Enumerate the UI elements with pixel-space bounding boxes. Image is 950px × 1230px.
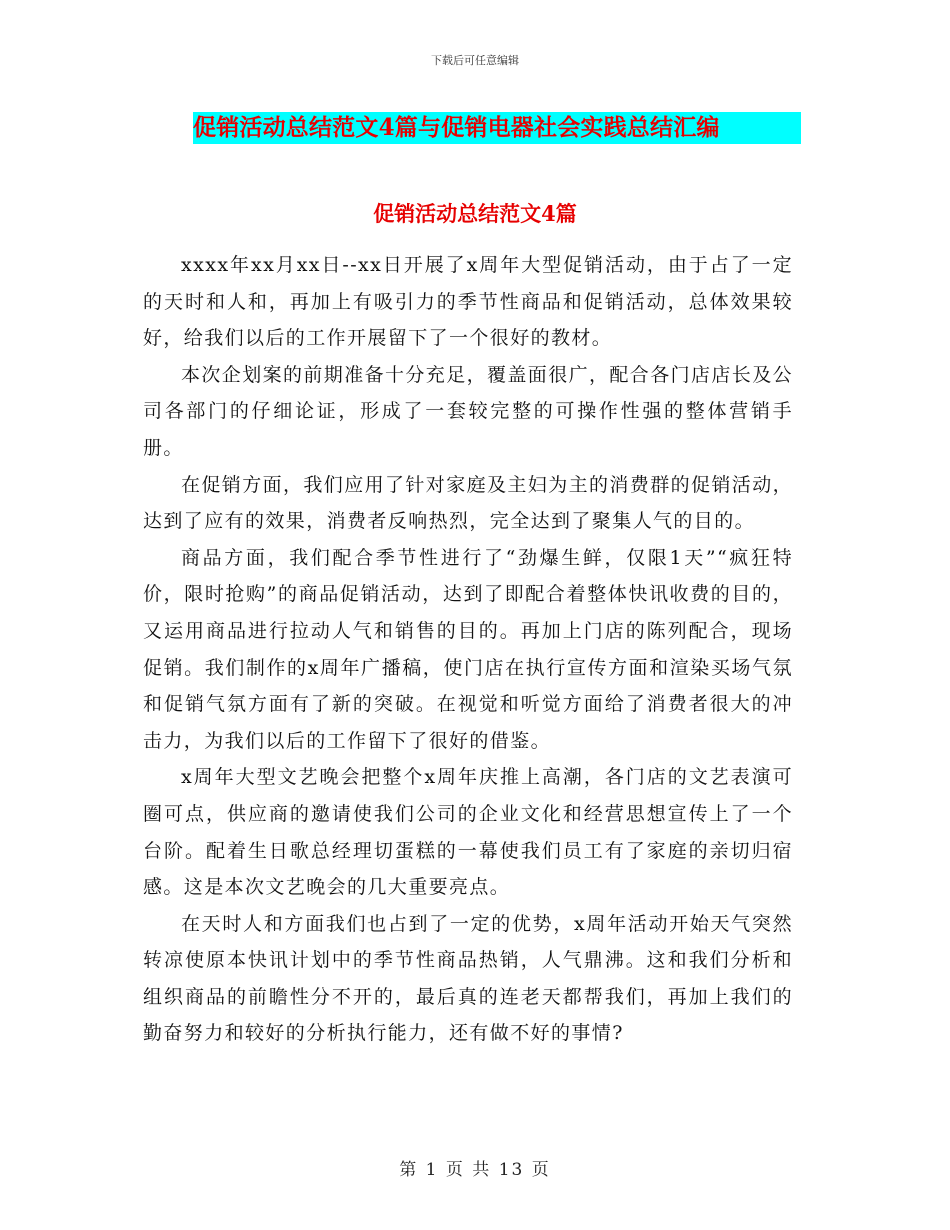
page-footer: 第 1 页 共 13 页 (399, 1160, 551, 1180)
main-title: 促销活动总结范文4篇与促销电器社会实践总结汇编 (193, 114, 720, 141)
header-note: 下载后可任意编辑 (431, 54, 519, 67)
paragraph: x周年大型文艺晚会把整个x周年庆推上高潮，各门店的文艺表演可圈可点，供应商的邀请使我们公司的企业文化和经营思想宣传上了一个台阶。配着生日歌总经理切蛋糕的一幕使我们员工有了家庭的亲切归宿感。这是本次文艺晚会的几大重要亮点。 (143, 766, 793, 899)
paragraph: 本次企划案的前期准备十分充足，覆盖面很广，配合各门店店长及公司各部门的仔细论证，形成了一套较完整的可操作性强的整体营销手册。 (143, 363, 794, 459)
paragraph: 商品方面，我们配合季节性进行了“劲爆生鲜，仅限1天”“疯狂特价，限时抢购”的商品促销活动，达到了即配合着整体快讯收费的目的，又运用商品进行拉动人气和销售的目的。再加上门店的陈列配合，现场促销。我们制作的x周年广播稿，使门店在执行宣传方面和渲染买场气氛和促销气氛方面有了新的突破。在视觉和听觉方面给了消费者很大的冲击力，为我们以后的工作留下了很好的借鉴。 (143, 546, 793, 752)
paragraph: 在促销方面，我们应用了针对家庭及主妇为主的消费群的促销活动，达到了应有的效果，消费者反响热烈，完全达到了聚集人气的目的。 (143, 473, 794, 533)
paragraph: 在天时人和方面我们也占到了一定的优势，x周年活动开始天气突然转凉使原本快讯计划中的季节性商品热销，人气鼎沸。这和我们分析和组织商品的前瞻性分不开的，最后真的连老天都帮我们，再加上我们的勤奋努力和较好的分析执行能力，还有做不好的事情? (143, 912, 793, 1045)
section-title: 促销活动总结范文4篇 (373, 201, 577, 226)
document-body (143, 247, 793, 1052)
paragraph: xxxx年xx月xx日--xx日开展了x周年大型促销活动，由于占了一定的天时和人和，再加上有吸引力的季节性商品和促销活动，总体效果较好，给我们以后的工作开展留下了一个很好的教材。 (143, 254, 793, 350)
main-title-highlight (193, 112, 801, 144)
